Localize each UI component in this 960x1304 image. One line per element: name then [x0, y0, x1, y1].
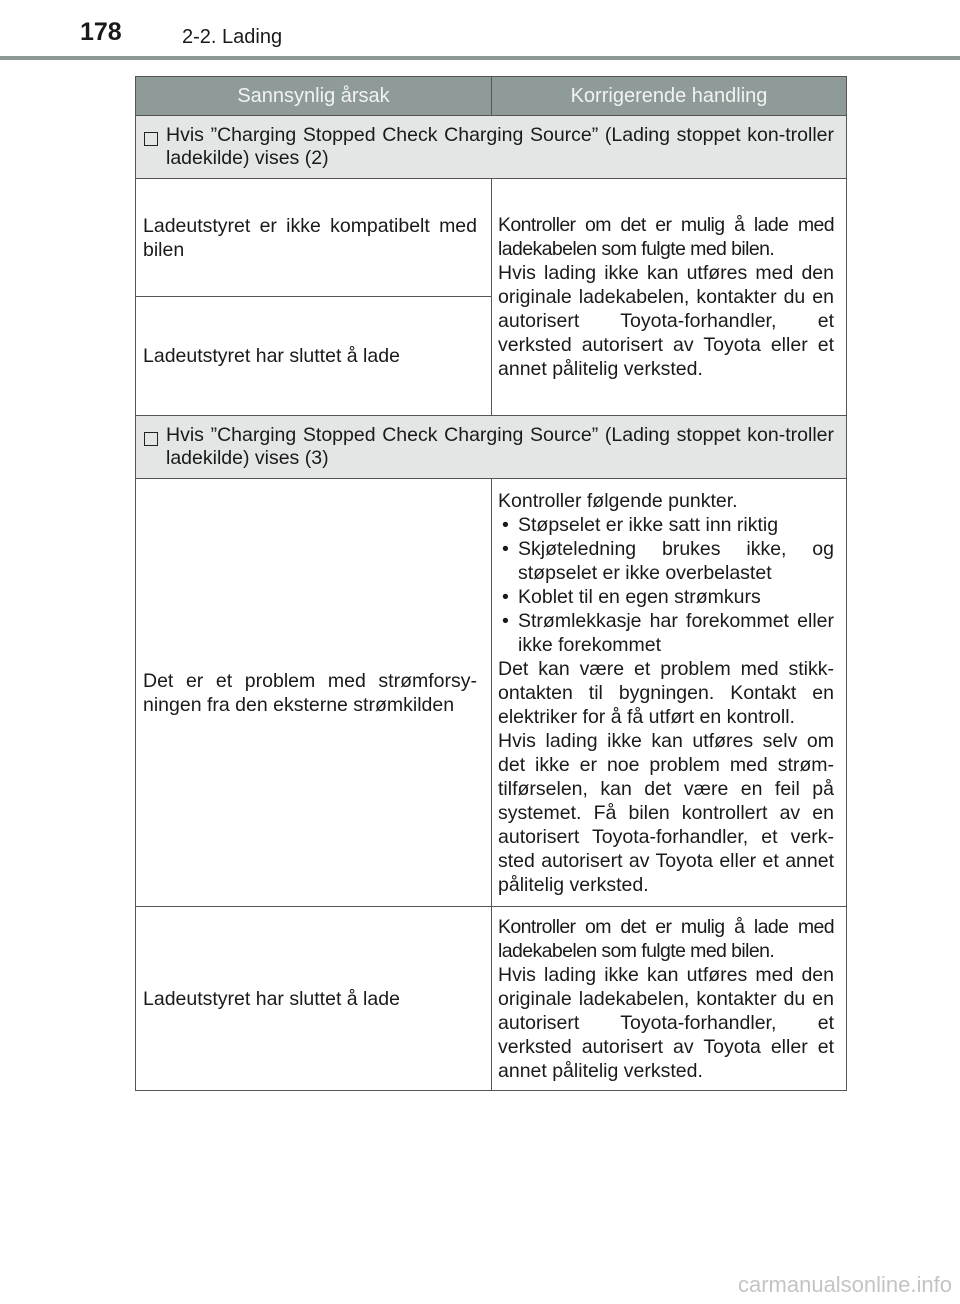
bullet-item: • Skjøteledning brukes ikke, og støpselet er ikke overbelastet	[502, 537, 834, 584]
cause-cell: Det er et problem med strømforsy-ningen fra den eksterne strømkilden	[143, 669, 477, 716]
column-header-action: Korrigerende handling	[570, 84, 768, 107]
action-text: Kontroller om det er mulig å lade med ladekabelen som fulgte med bilen.	[498, 915, 834, 962]
page-number: 178	[80, 18, 122, 46]
bullet-item: • Strømlekkasje har forekommet eller ikke forekommet	[502, 609, 834, 656]
table-row	[136, 907, 846, 1090]
watermark: carmanualsonline.info	[737, 1272, 952, 1297]
bullet-item: • Koblet til en egen strømkurs	[502, 585, 761, 608]
page-header	[0, 0, 960, 60]
action-text: Kontroller om det er mulig å lade med ladekabelen som fulgte med bilen.	[498, 214, 834, 260]
cause-cell: Ladeutstyret har sluttet å lade	[143, 345, 400, 367]
cause-column	[136, 479, 492, 906]
section-heading-text: Hvis ”Charging Stopped Check Charging Source” (Lading stoppet kon-troller ladekilde) vises (2)	[166, 124, 834, 169]
header-rule	[0, 56, 960, 60]
action-cell	[492, 907, 846, 1090]
section-heading-2	[136, 116, 846, 179]
cause-cell: Ladeutstyret har sluttet å lade	[143, 987, 400, 1010]
action-text: Hvis lading ikke kan utføres selv om det ikke er noe problem med strøm-tilførselen, kan det være en feil på systemet. Få bilen kontrollert av en autorisert Toyota-forhandler, et verk-sted autorisert av Toyota eller et annet pålitelig verksted.	[498, 729, 834, 896]
action-intro: Kontroller følgende punkter.	[498, 489, 738, 512]
section-heading-text: Hvis ”Charging Stopped Check Charging Source” (Lading stoppet kon-troller ladekilde) vises (3)	[166, 424, 834, 469]
section-title: 2-2. Lading	[182, 26, 283, 48]
table-header	[136, 77, 846, 116]
checkbox-icon	[144, 132, 158, 146]
troubleshooting-table	[135, 76, 847, 1091]
section-heading-3	[136, 416, 846, 479]
cause-cell: Ladeutstyret er ikke kompatibelt med bilen	[136, 179, 491, 297]
action-cell	[492, 179, 846, 415]
table-row-group	[136, 179, 846, 416]
action-cell	[492, 479, 846, 906]
bullet-item: • Støpselet er ikke satt inn riktig	[502, 513, 779, 536]
cause-column	[136, 907, 492, 1090]
action-text: Det kan være et problem med stikk-ontakten til bygningen. Kontakt en elektriker for å få utført en kontroll.	[498, 657, 834, 728]
column-header-cause: Sannsynlig årsak	[136, 77, 492, 115]
action-text: Hvis lading ikke kan utføres med den originale ladekabelen, kontakter du en autorisert Toyota-forhandler, et verksted autorisert av Toyota eller et annet pålitelig verksted.	[498, 963, 834, 1082]
cause-column	[136, 179, 492, 415]
checkbox-icon	[144, 432, 158, 446]
action-text: Hvis lading ikke kan utføres med den originale ladekabelen, kontakter du en autorisert Toyota-forhandler, et verksted autorisert av Toyota eller et annet pålitelig verksted.	[498, 262, 834, 380]
table-row	[136, 479, 846, 907]
